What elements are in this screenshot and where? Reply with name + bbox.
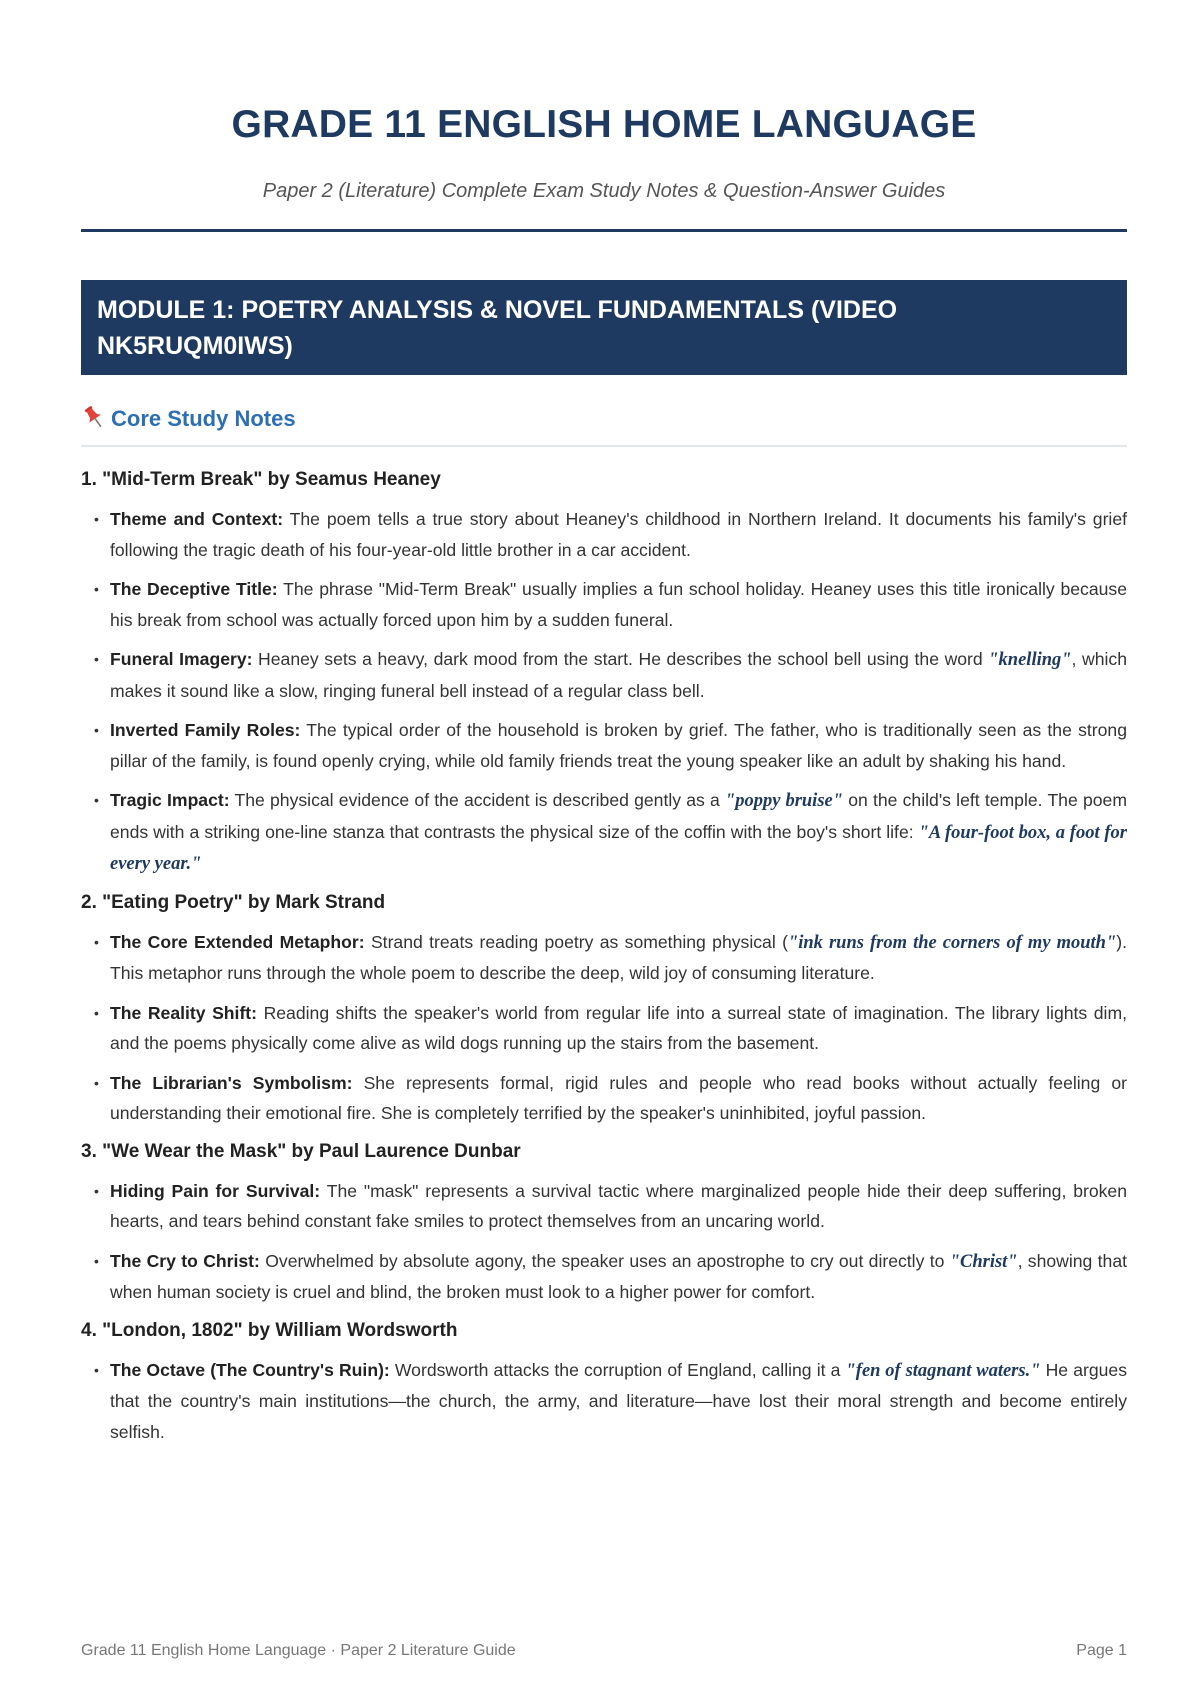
list-item: [81, 644, 1127, 706]
list-item: [81, 1176, 1127, 1237]
bullet-icon: •: [94, 722, 99, 738]
poem-quote: "poppy bruise": [725, 791, 843, 811]
poem-section-eating-poetry: [81, 890, 1127, 1129]
point-text: He argues that the country's main institutions—the church, the army, and literature—have lost their moral strength and become entirely selfish.: [110, 1359, 1127, 1442]
bullet-icon: •: [94, 933, 99, 950]
point-text: Wordsworth attacks the corruption of England, calling it a: [389, 1359, 846, 1380]
pushpin-icon: [81, 404, 107, 430]
point-text: Heaney sets a heavy, dark mood from the start. He describes the school bell using the word: [252, 649, 989, 669]
point-label: The Deceptive Title:: [110, 579, 278, 599]
document-title: GRADE 11 ENGLISH HOME LANGUAGE: [231, 103, 977, 146]
point-text: Reading shifts the speaker's world from regular life into a surreal state of imagination. The library lights dim, and the poems physically come alive as wild dogs running up the stairs from the basement.: [110, 1002, 1127, 1053]
point-label: Inverted Family Roles:: [110, 720, 301, 740]
point-text: on the child's left temple. The poem ends with a striking one-line stanza that contrasts the physical size of the coffin with the boy's short life:: [110, 790, 1127, 842]
module-title-line-1: MODULE 1: POETRY ANALYSIS & NOVEL FUNDAMENTALS (VIDEO: [97, 296, 898, 324]
list-item: [81, 715, 1127, 776]
point-text: Overwhelmed by absolute agony, the speaker uses an apostrophe to cry out directly to: [259, 1250, 950, 1271]
point-text: The "mask" represents a survival tactic where marginalized people hide their deep suffering, broken hearts, and tears behind constant fake smiles to protect themselves from an uncaring world.: [110, 1180, 1127, 1231]
point-text: ). This metaphor runs through the whole poem to describe the deep, wild joy of consuming literature.: [110, 931, 1127, 983]
point-label: Funeral Imagery:: [110, 649, 253, 669]
poem-title: 4. "London, 1802" by William Wordsworth: [81, 1319, 458, 1341]
list-item: [81, 1355, 1127, 1448]
bullet-icon: •: [94, 1182, 99, 1199]
list-item: [81, 1246, 1127, 1308]
list-item: [81, 504, 1127, 565]
poem-notes-list: [81, 1176, 1127, 1308]
list-item: [81, 927, 1127, 989]
point-text: The physical evidence of the accident is described gently as a: [229, 790, 726, 810]
bullet-icon: •: [94, 1361, 99, 1378]
title-divider: [81, 229, 1127, 232]
bullet-icon: •: [94, 792, 99, 808]
point-label: Theme and Context:: [110, 509, 284, 529]
footer-document-label: Grade 11 English Home Language · Paper 2 Literature Guide: [81, 1642, 516, 1659]
module-title-line-2: NK5RUQM0IWS): [97, 332, 293, 360]
poem-quote: "knelling": [988, 650, 1072, 670]
point-label: The Reality Shift:: [110, 1002, 258, 1023]
point-label: The Core Extended Metaphor:: [110, 931, 365, 952]
point-text: Strand treats reading poetry as something physical (: [364, 931, 788, 952]
point-label: Hiding Pain for Survival:: [110, 1180, 321, 1201]
bullet-icon: •: [94, 1004, 99, 1021]
poem-notes-list: [81, 1355, 1127, 1448]
poem-quote: "fen of stagnant waters.": [845, 1360, 1041, 1381]
poem-section-london-1802: [81, 1318, 1127, 1448]
bullet-icon: •: [94, 1252, 99, 1269]
point-text: The phrase "Mid-Term Break" usually implies a fun school holiday. Heaney uses this title ironically because his break from school was actually forced upon him by a sudden funeral.: [110, 579, 1127, 630]
point-label: Tragic Impact:: [110, 790, 230, 810]
module-banner: [81, 280, 1127, 375]
poem-quote: "A four-foot box, a foot for every year.": [110, 822, 1127, 874]
point-label: The Cry to Christ:: [110, 1250, 260, 1271]
point-label: The Octave (The Country's Ruin):: [110, 1359, 390, 1380]
point-text: , which makes it sound like a slow, ringing funeral bell instead of a regular class bell.: [110, 649, 1127, 701]
bullet-icon: •: [94, 651, 99, 667]
point-text: , showing that when human society is cruel and blind, the broken must look to a higher power for comfort.: [110, 1250, 1128, 1302]
list-item: [81, 1068, 1127, 1129]
point-text: The typical order of the household is broken by grief. The father, who is traditionally seen as the strong pillar of the family, is found openly crying, while old family friends treat the young speaker like an adult by shaking his hand.: [110, 720, 1127, 771]
core-study-notes-heading: [81, 404, 296, 432]
bullet-icon: •: [94, 511, 99, 527]
bullet-icon: •: [94, 1074, 99, 1091]
list-item: [81, 998, 1127, 1059]
poem-title: 2. "Eating Poetry" by Mark Strand: [81, 891, 386, 913]
poem-section-mid-term-break: [81, 467, 1127, 880]
footer-page-number: Page 1: [1076, 1642, 1127, 1659]
poem-quote: "ink runs from the corners of my mouth": [787, 932, 1117, 953]
point-label: The Librarian's Symbolism:: [110, 1072, 353, 1093]
notes-content: [81, 467, 1127, 1457]
point-text: She represents formal, rigid rules and people who read books without actually feeling or understanding their emotional fire. She is completely terrified by the speaker's uninhibited, joyful passion.: [110, 1072, 1127, 1123]
poem-title: 1. "Mid-Term Break" by Seamus Heaney: [81, 469, 441, 490]
poem-notes-list: [81, 504, 1127, 880]
list-item: [81, 574, 1127, 635]
poem-section-we-wear-the-mask: [81, 1139, 1127, 1308]
point-text: The poem tells a true story about Heaney's childhood in Northern Ireland. It documents his family's grief following the tragic death of his four-year-old little brother in a car accident.: [110, 509, 1128, 560]
document-subtitle: Paper 2 (Literature) Complete Exam Study Notes & Question-Answer Guides: [262, 180, 946, 202]
poem-notes-list: [81, 927, 1127, 1129]
poem-title: 3. "We Wear the Mask" by Paul Laurence Dunbar: [81, 1140, 521, 1162]
bullet-icon: •: [94, 581, 99, 597]
poem-quote: "Christ": [949, 1251, 1018, 1272]
core-study-notes-label: Core Study Notes: [111, 406, 296, 431]
section-divider: [81, 445, 1127, 447]
list-item: [81, 785, 1127, 880]
